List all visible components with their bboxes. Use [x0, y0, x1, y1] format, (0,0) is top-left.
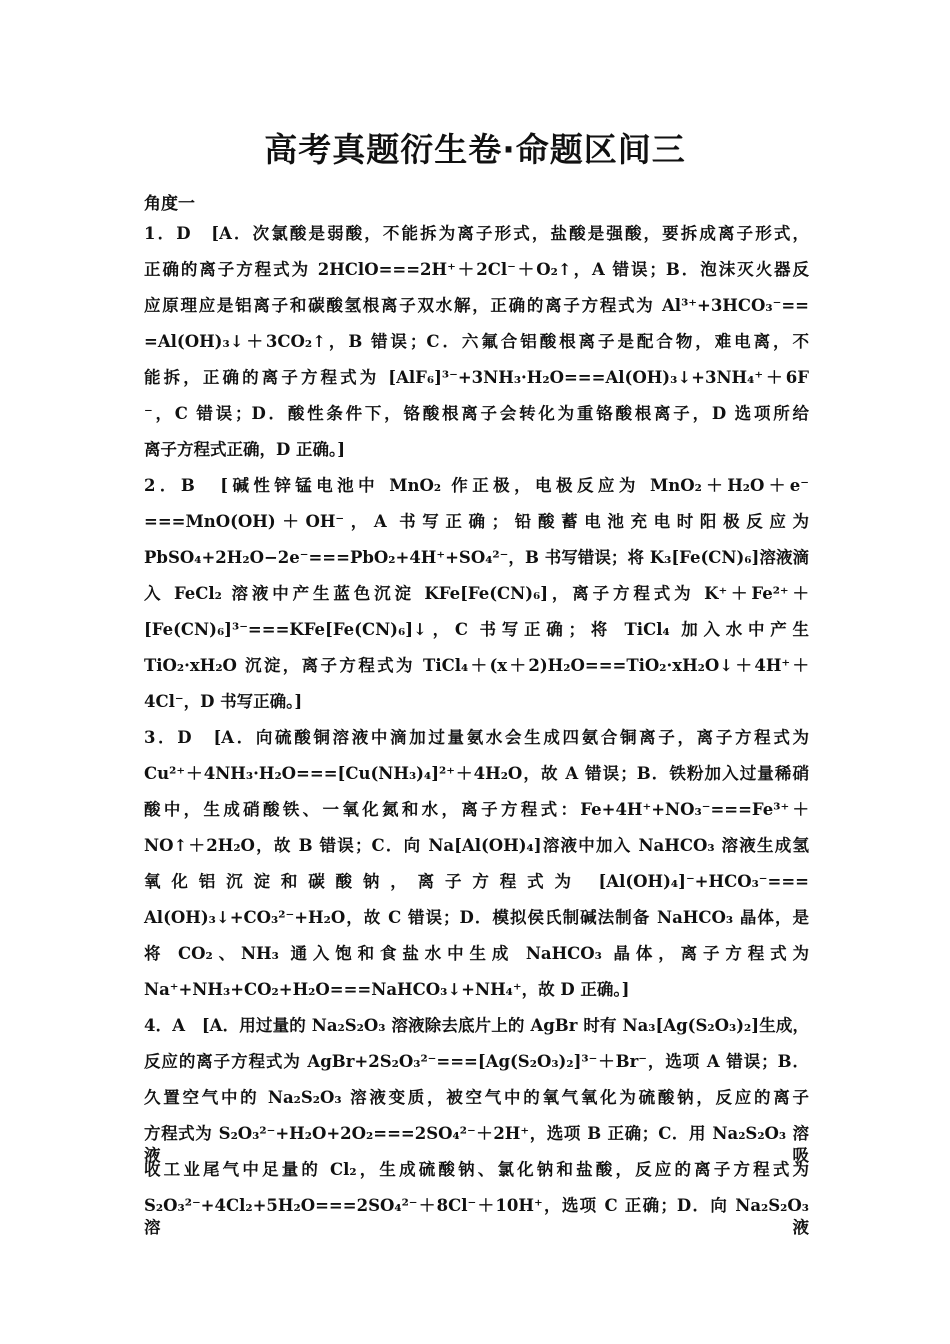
text-line: =Al(OH)₃↓＋3CO₂↑，B 错误；C．六氟合铝酸根离子是配合物，难电离，不 — [144, 332, 809, 351]
text-line: 方程式为 S₂O₃²⁻+H₂O+2O₂===2SO₄²⁻＋2H⁺，选项 B 正确；C．用 Na₂S₂O₃ 溶液吸 — [144, 1124, 809, 1165]
text-line: 正确的离子方程式为 2HClO===2H⁺＋2Cl⁻＋O₂↑，A 错误；B．泡沫灭火器反 — [144, 260, 809, 279]
text-line: Cu²⁺＋4NH₃·H₂O===[Cu(NH₃)₄]²⁺＋4H₂O，故 A 错误；B．铁粉加入过量稀硝 — [144, 764, 809, 783]
text-line: NO↑＋2H₂O，故 B 错误；C．向 Na[Al(OH)₄]溶液中加入 NaHCO₃ 溶液生成氢 — [144, 836, 809, 855]
text-line: [Fe(CN)₆]³⁻===KFe[Fe(CN)₆]↓，C 书写正确；将 TiCl₄ 加入水中产生 — [144, 620, 809, 639]
text-line: 离子方程式正确，D 正确。] — [144, 440, 346, 459]
text-line: 久置空气中的 Na₂S₂O₃ 溶液变质，被空气中的氧气氧化为硫酸钠，反应的离子 — [144, 1088, 809, 1107]
text-line: 3．D [A．向硫酸铜溶液中滴加过量氨水会生成四氨合铜离子，离子方程式为 — [144, 728, 809, 747]
text-line: 收工业尾气中足量的 Cl₂，生成硫酸钠、氯化钠和盐酸，反应的离子方程式为 — [144, 1160, 809, 1179]
section-heading: 角度一 — [144, 194, 195, 214]
text-line: 2．B [碱性锌锰电池中 MnO₂ 作正极，电极反应为 MnO₂＋H₂O＋e⁻ — [144, 476, 809, 495]
text-line: 氧化铝沉淀和碳酸钠，离子方程式为 [Al(OH)₄]⁻+HCO₃⁻=== — [144, 872, 809, 891]
text-line: 入 FeCl₂ 溶液中产生蓝色沉淀 KFe[Fe(CN)₆]，离子方程式为 K⁺＋Fe²⁺＋ — [144, 584, 809, 603]
text-line: 1．D [A．次氯酸是弱酸，不能拆为离子形式，盐酸是强酸，要拆成离子形式， — [144, 224, 809, 243]
text-line: 应原理应是铝离子和碳酸氢根离子双水解，正确的离子方程式为 Al³⁺+3HCO₃⁻== — [144, 296, 809, 315]
page-title: 高考真题衍生卷·命题区间三 — [264, 130, 686, 169]
text-line: 将 CO₂、NH₃ 通入饱和食盐水中生成 NaHCO₃ 晶体，离子方程式为 — [144, 944, 809, 963]
text-line: Al(OH)₃↓+CO₃²⁻+H₂O，故 C 错误；D．模拟侯氏制碱法制备 NaHCO₃ 晶体，是 — [144, 908, 809, 927]
text-line: Na⁺+NH₃+CO₂+H₂O===NaHCO₃↓+NH₄⁺，故 D 正确。] — [144, 980, 630, 999]
text-line: TiO₂·xH₂O 沉淀，离子方程式为 TiCl₄＋(x＋2)H₂O===TiO₂·xH₂O↓＋4H⁺＋ — [144, 656, 809, 675]
text-line: ⁻，C 错误；D．酸性条件下，铬酸根离子会转化为重铬酸根离子，D 选项所给 — [144, 404, 809, 423]
text-line: 4．A [A．用过量的 Na₂S₂O₃ 溶液除去底片上的 AgBr 时有 Na₃[Ag(S₂O₃)₂]生成， — [144, 1016, 809, 1035]
text-line: 能拆，正确的离子方程式为 [AlF₆]³⁻+3NH₃·H₂O===Al(OH)₃↓+3NH₄⁺＋6F — [144, 368, 809, 387]
text-line: S₂O₃²⁻+4Cl₂+5H₂O===2SO₄²⁻＋8Cl⁻＋10H⁺，选项 C 正确；D．向 Na₂S₂O₃ 溶液 — [144, 1196, 809, 1237]
text-line: 4Cl⁻，D 书写正确。] — [144, 692, 303, 711]
text-line: PbSO₄+2H₂O−2e⁻===PbO₂+4H⁺+SO₄²⁻，B 书写错误；将 K₃[Fe(CN)₆]溶液滴 — [144, 548, 809, 567]
text-line: ===MnO(OH)＋OH⁻，A 书写正确；铅酸蓄电池充电时阳极反应为 — [144, 512, 809, 531]
text-line: 反应的离子方程式为 AgBr+2S₂O₃²⁻===[Ag(S₂O₃)₂]³⁻＋Br⁻，选项 A 错误；B． — [144, 1052, 809, 1071]
text-line: 酸中，生成硝酸铁、一氧化氮和水，离子方程式：Fe+4H⁺+NO₃⁻===Fe³⁺＋ — [144, 800, 809, 819]
